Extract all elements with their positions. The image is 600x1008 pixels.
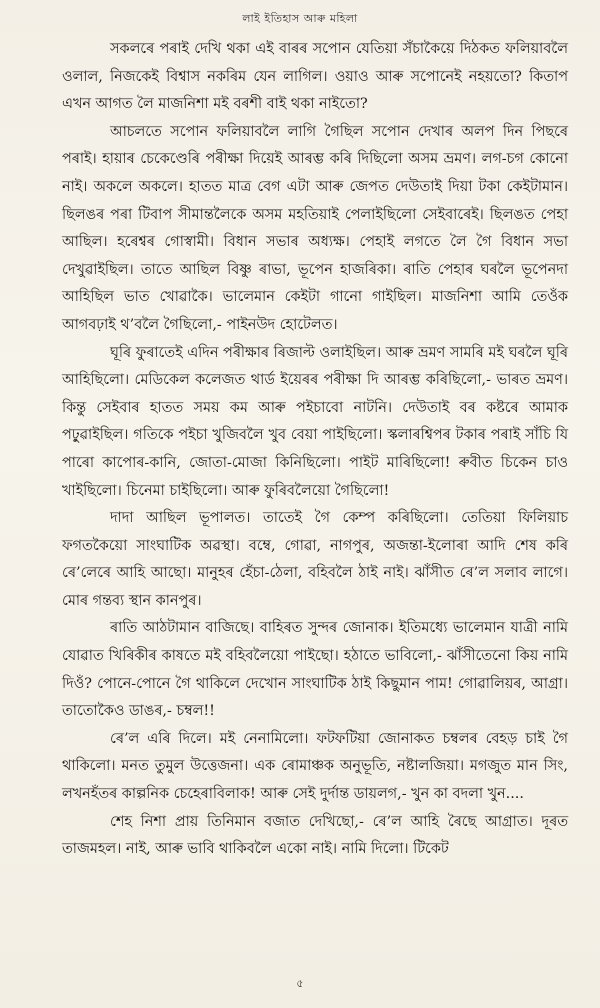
paragraph: আচলতে সপোন ফলিয়াবলৈ লাগি গৈছিল সপোন দেখাৰ অলপ দিন পিছৰে পৰাই। হায়াৰ চেকেণ্ডেৰি পৰীক্ষা দিয়েই আৰম্ভ কৰি দিছিলো অসম ভ্ৰমণ। লগ-চগ কোনো নাই। অকলে অকলে। হাতত মাত্ৰ বেগ এটা আৰু জেপত দেউতাই দিয়া টকা কেইটামান। ছিলঙৰ পৰা টিবাপ সীমান্তলৈকে অসম মহতিয়াই পেলাইছিলো সেইবাৰেই। ছিলঙত পেহা আছিল। হৰেশ্বৰ গোস্বামী। বিধান সভাৰ অধ্যক্ষ। পেহাই লগতে লৈ গৈ বিধান সভা দেখুৱাইছিল। তাতে আছিল বিষ্ণু ৰাভা, ভূপেন হাজৰিকা। ৰাতি পেহাৰ ঘৰলৈ ভূপেনদা আহিছিল ভাত খোৱাকৈ। ভালেমান কেইটা গানো গাইছিল। মাজনিশা আমি তেওঁক আগবঢ়াই থ’বলৈ গৈছিলো,- পাইনউদ হোটেলত। <box>62 123 568 333</box>
page-number: ৫ <box>296 977 304 990</box>
paragraph: দাদা আছিল ভূপালত। তাতেই গৈ কেম্প কৰিছিলো। তেতিয়া ফিলিয়াচ ফগতকৈয়ো সাংঘাটিক অৱস্থা। বম্বে, গোৱা, নাগপুৰ, অজন্তা-ইলোৰা আদি শেষ কৰি ৰে’লেৰে আহি আছো। মানুহৰ হেঁচা-ঠেলা, বহিবলৈ ঠাই নাই। ঝাঁসীত ৰে’ল সলাব লাগে। মোৰ গন্তব্য স্থান কানপুৰ। <box>62 510 568 609</box>
running-header: লাই ইতিহাস আৰু মহিলা <box>242 12 358 25</box>
paragraph: সকলৰে পৰাই দেখি থকা এই বাৰৰ সপোন যেতিয়া সঁচাকৈয়ে দিঠকত ফলিয়াবলৈ ওলাল, নিজকেই বিশ্বাস নকৰিম যেন লাগিল। ওয়াও আৰু সপোনেই নহয়তো? কিতাপ এখন আগত লৈ মাজনিশা মই বৰশী বাই থকা নাইতো? <box>62 41 568 113</box>
paragraph: ঘূৰি ফুৰাতেই এদিন পৰীক্ষাৰ ৰিজাল্ট ওলাইছিল। আৰু ভ্ৰমণ সামৰি মই ঘৰলৈ ঘূৰি আহিছিলো। মেডিকেল কলেজত থাৰ্ড ইয়েৰৰ পৰীক্ষা দি আৰম্ভ কৰিছিলো,- ভাৰত ভ্ৰমণ। কিন্তু সেইবাৰ হাতত সময় কম আৰু পইচাবো নাটনি। দেউতাই বৰ কষ্টৰে আমাক পঢ়ুৱাইছিল। গতিকে পইচা খুজিবলৈ খুব বেয়া পাইছিলো। স্কলাৰশ্বিপৰ টকাৰ পৰাই সাঁচি যি পাৰো কাপোৰ-কানি, জোতা-মোজা কিনিছিলো। পাইট মাৰিছিলো! ৰুবীত চিকেন চাও খাইছিলো। চিনেমা চাইছিলো। আৰু ফুৰিবলৈয়ো গৈছিলো! <box>62 344 568 499</box>
paragraph: শেহ নিশা প্ৰায় তিনিমান বজাত দেখিছো,- ৰে’ল আহি ৰৈছে আগ্ৰাত। দূৰত তাজমহল। নাই, আৰু ভাবি থাকিবলৈ একো নাই। নামি দিলো। টিকেট <box>62 813 568 858</box>
body-text <box>62 36 568 864</box>
paragraph: ৰে’ল এৰি দিলে। মই নেনামিলো। ফটফটিয়া জোনাকত চম্বলৰ বেহড় চাই গৈ থাকিলো। মনত তুমুল উত্তেজনা। এক ৰোমাঞ্চক অনুভূতি, নষ্টালজিয়া। মগজুত মান সিং, লখনহঁতৰ কাল্পনিক চেহেৰাবিলাক! আৰু সেই দুৰ্দান্ত ডায়লগ,- খুন কা বদলা খুন.... <box>62 730 568 803</box>
paragraph: ৰাতি আঠটামান বাজিছে। বাহিৰত সুন্দৰ জোনাক। ইতিমধ্যে ভালেমান যাত্ৰী নামি যোৱাত খিৰিকীৰ কাষতে মই বহিবলৈয়ো পাইছো। হঠাতে ভাবিলো,- ঝাঁসীতেনো কিয় নামি দিওঁ? পোনে-পোনে গৈ থাকিলে দেখোন সাংঘাটিক ঠাই কিছুমান পাম! গোৱালিয়ৰ, আগ্ৰা। তাতোকৈও ডাঙৰ,- চম্বল!! <box>62 620 568 720</box>
